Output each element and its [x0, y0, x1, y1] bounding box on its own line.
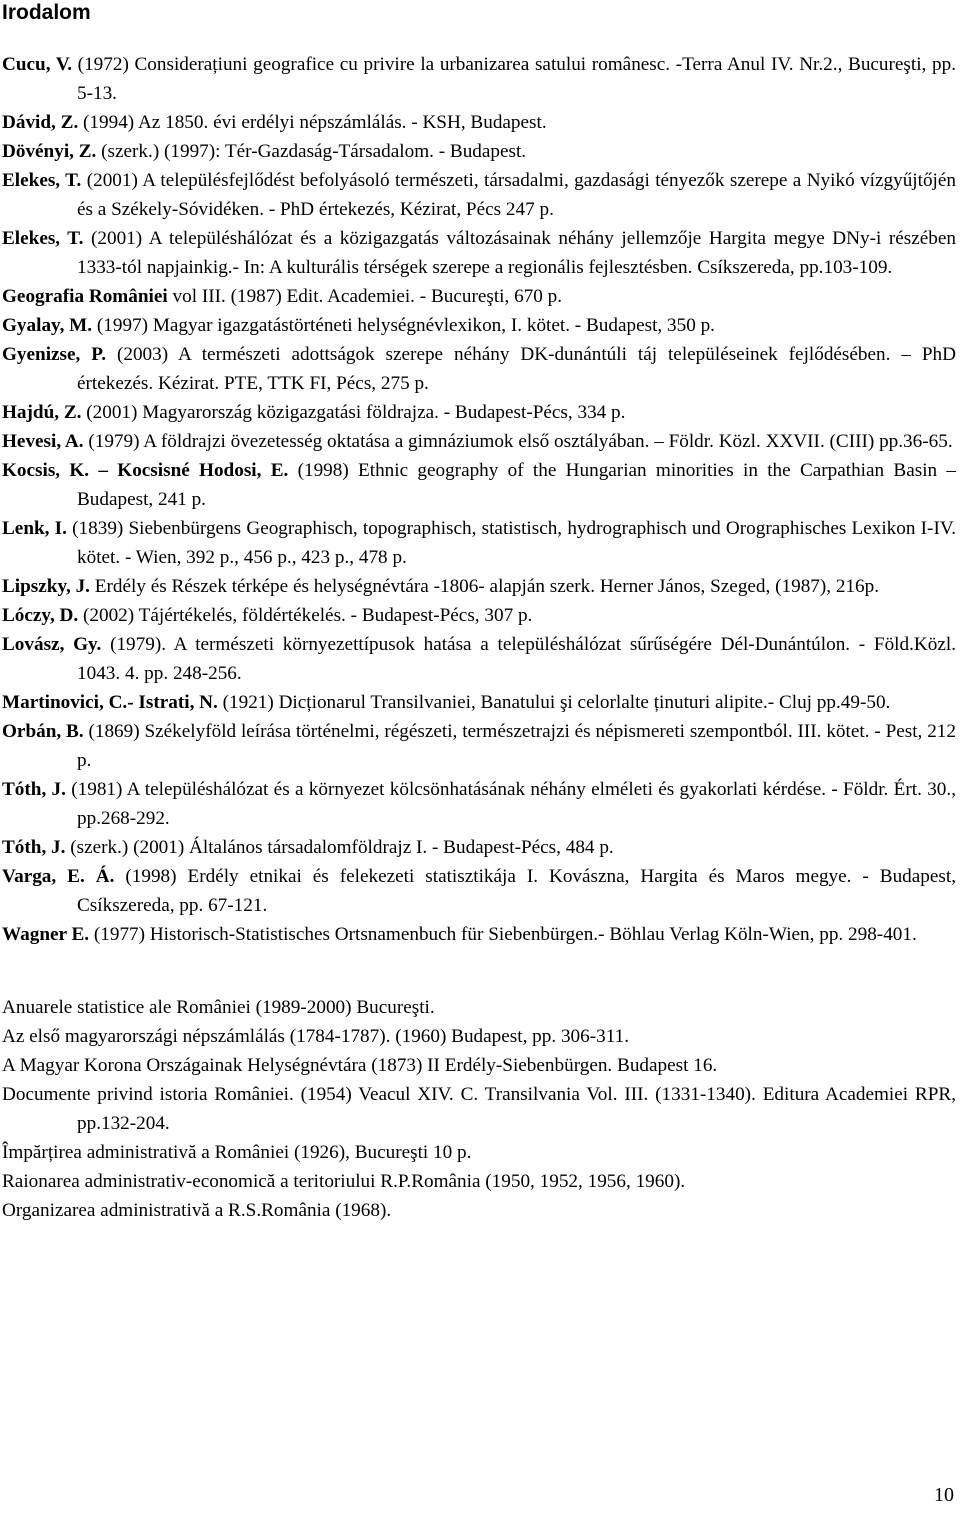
reference-list [2, 50, 956, 1225]
reference-author: Tóth, J. [2, 837, 66, 858]
reference-item [2, 166, 956, 224]
reference-author: Martinovici, C.- Istrati, N. [2, 692, 218, 713]
reference-author: Orbán, B. [2, 721, 84, 742]
reference-item [2, 920, 956, 949]
reference-text: (1869) Székelyföld leírása történelmi, régészeti, természetrajzi és népismereti szempontból. III. kötet. - Pest, 212 p. [77, 721, 956, 771]
source-item: A Magyar Korona Országainak Helységnévtára (1873) II Erdély-Siebenbürgen. Budapest 16. [2, 1055, 718, 1076]
reference-text: vol III. (1987) Edit. Academiei. - Bucureşti, 670 p. [167, 286, 563, 307]
reference-author: Geografia României [2, 286, 168, 307]
reference-author: Hevesi, A. [2, 431, 84, 452]
reference-item [2, 224, 956, 282]
reference-text: (2001) A településfejlődést befolyásoló természeti, társadalmi, gazdasági tényezők szerepe a Nyikó vízgyűjtőjén és a Székely-Sóvidéken. - PhD értekezés, Kézirat, Pécs 247 p. [77, 170, 956, 220]
reference-author: Hajdú, Z. [2, 402, 82, 423]
reference-text: (1921) Dicționarul Transilvaniei, Banatului şi celorlalte ținuturi alipite.- Cluj pp.49-50. [217, 692, 891, 713]
reference-author: Varga, E. Á. [2, 866, 115, 887]
section-gap [2, 949, 956, 993]
reference-text: (1979). A természeti környezettípusok hatása a településhálózat sűrűségére Dél-Dunántúlon. - Föld.Közl. 1043. 4. pp. 248-256. [77, 634, 956, 684]
reference-text: (1972) Considerațiuni geografice cu privire la urbanizarea satului românesc. -Terra Anul IV. Nr.2., Bucureşti, pp. 5-13. [72, 54, 957, 104]
reference-text: Erdély és Részek térképe és helységnévtára -1806- alapján szerk. Herner János, Szeged, (1987), 216p. [89, 576, 880, 597]
reference-item [2, 398, 956, 427]
reference-item [2, 601, 956, 630]
reference-item [2, 514, 956, 572]
reference-author: Elekes, T. [2, 170, 82, 191]
reference-text: (1981) A településhálózat és a környezet kölcsönhatásának néhány elméleti és gyakorlati kérdése. - Földr. Ért. 30., pp.268-292. [65, 779, 956, 829]
reference-text: (szerk.) (1997): Tér-Gazdaság-Társadalom. - Budapest. [96, 141, 527, 162]
reference-item [2, 572, 956, 601]
source-item: Împărțirea administrativă a României (1926), Bucureşti 10 p. [2, 1142, 472, 1163]
reference-item [2, 311, 956, 340]
reference-text: (1998) Erdély etnikai és felekezeti statisztikája I. Kovászna, Hargita és Maros megye. - Budapest, Csíkszereda, pp. 67-121. [77, 866, 956, 916]
reference-item [2, 688, 956, 717]
reference-text: (2001) Magyarország közigazgatási földrajza. - Budapest-Pécs, 334 p. [81, 402, 626, 423]
reference-author: Wagner E. [2, 924, 90, 945]
reference-text: (1994) Az 1850. évi erdélyi népszámlálás. - KSH, Budapest. [78, 112, 547, 133]
page-number: 10 [934, 1484, 954, 1506]
reference-author: Gyenizse, P. [2, 344, 107, 365]
reference-author: Lenk, I. [2, 518, 67, 539]
reference-author: Cucu, V. [2, 54, 73, 75]
reference-author: Lóczy, D. [2, 605, 79, 626]
page-title: Irodalom [2, 1, 91, 24]
reference-item [2, 630, 956, 688]
reference-author: Lovász, Gy. [2, 634, 102, 655]
reference-author: Tóth, J. [2, 779, 66, 800]
reference-text: (1839) Siebenbürgens Geographisch, topographisch, statistisch, hydrographisch und Orographisches Lexikon I-IV. kötet. - Wien, 392 p., 456 p., 423 p., 478 p. [66, 518, 957, 568]
reference-text: (1998) Ethnic geography of the Hungarian minorities in the Carpathian Basin – Budapest, 241 p. [77, 460, 956, 510]
reference-text: (1997) Magyar igazgatástörténeti helységnévlexikon, I. kötet. - Budapest, 350 p. [92, 315, 715, 336]
reference-item [2, 717, 956, 775]
reference-item [2, 427, 956, 456]
reference-author: Lipszky, J. [2, 576, 90, 597]
reference-text: (1977) Historisch-Statistisches Ortsnamenbuch für Siebenbürgen.- Böhlau Verlag Köln-Wien, pp. 298-401. [89, 924, 917, 945]
source-item: Organizarea administrativă a R.S.România (1968). [2, 1200, 392, 1221]
reference-author: Gyalay, M. [2, 315, 93, 336]
source-item: Anuarele statistice ale României (1989-2000) Bucureşti. [2, 997, 435, 1018]
reference-item [2, 833, 956, 862]
reference-text: (szerk.) (2001) Általános társadalomföldrajz I. - Budapest-Pécs, 484 p. [65, 837, 614, 858]
source-item: Raionarea administrativ-economică a teritoriului R.P.România (1950, 1952, 1956, 1960). [2, 1171, 686, 1192]
source-item: Documente privind istoria României. (1954) Veacul XIV. C. Transilvania Vol. III. (1331-1340). Editura Academiei RPR, pp.132-204. [2, 1084, 956, 1134]
reference-author: Dávid, Z. [2, 112, 79, 133]
reference-item [2, 862, 956, 920]
reference-item [2, 50, 956, 108]
reference-text: (2002) Tájértékelés, földértékelés. - Budapest-Pécs, 307 p. [78, 605, 533, 626]
reference-item [2, 775, 956, 833]
reference-text: (1979) A földrajzi övezetesség oktatása a gimnáziumok első osztályában. – Földr. Közl. XXVII. (CIII) pp.36-65. [83, 431, 953, 452]
reference-text: (2003) A természeti adottságok szerepe néhány DK-dunántúli táj településeinek fejlődésében. – PhD értekezés. Kézirat. PTE, TTK FI, Pécs, 275 p. [77, 344, 956, 394]
reference-item [2, 282, 956, 311]
reference-author: Dövényi, Z. [2, 141, 97, 162]
reference-text: (2001) A településhálózat és a közigazgatás változásainak néhány jellemzője Hargita megye DNy-i részében 1333-tól napjainkig.- In: A kulturális térségek szerepe a regionális fejlesztésben. Csíkszereda, pp.103-109. [77, 228, 956, 278]
reference-item [2, 137, 956, 166]
reference-author: Kocsis, K. – Kocsisné Hodosi, E. [2, 460, 289, 481]
source-item: Az első magyarországi népszámlálás (1784-1787). (1960) Budapest, pp. 306-311. [2, 1026, 629, 1047]
reference-item [2, 340, 956, 398]
reference-item [2, 456, 956, 514]
reference-author: Elekes, T. [2, 228, 84, 249]
reference-item [2, 108, 956, 137]
